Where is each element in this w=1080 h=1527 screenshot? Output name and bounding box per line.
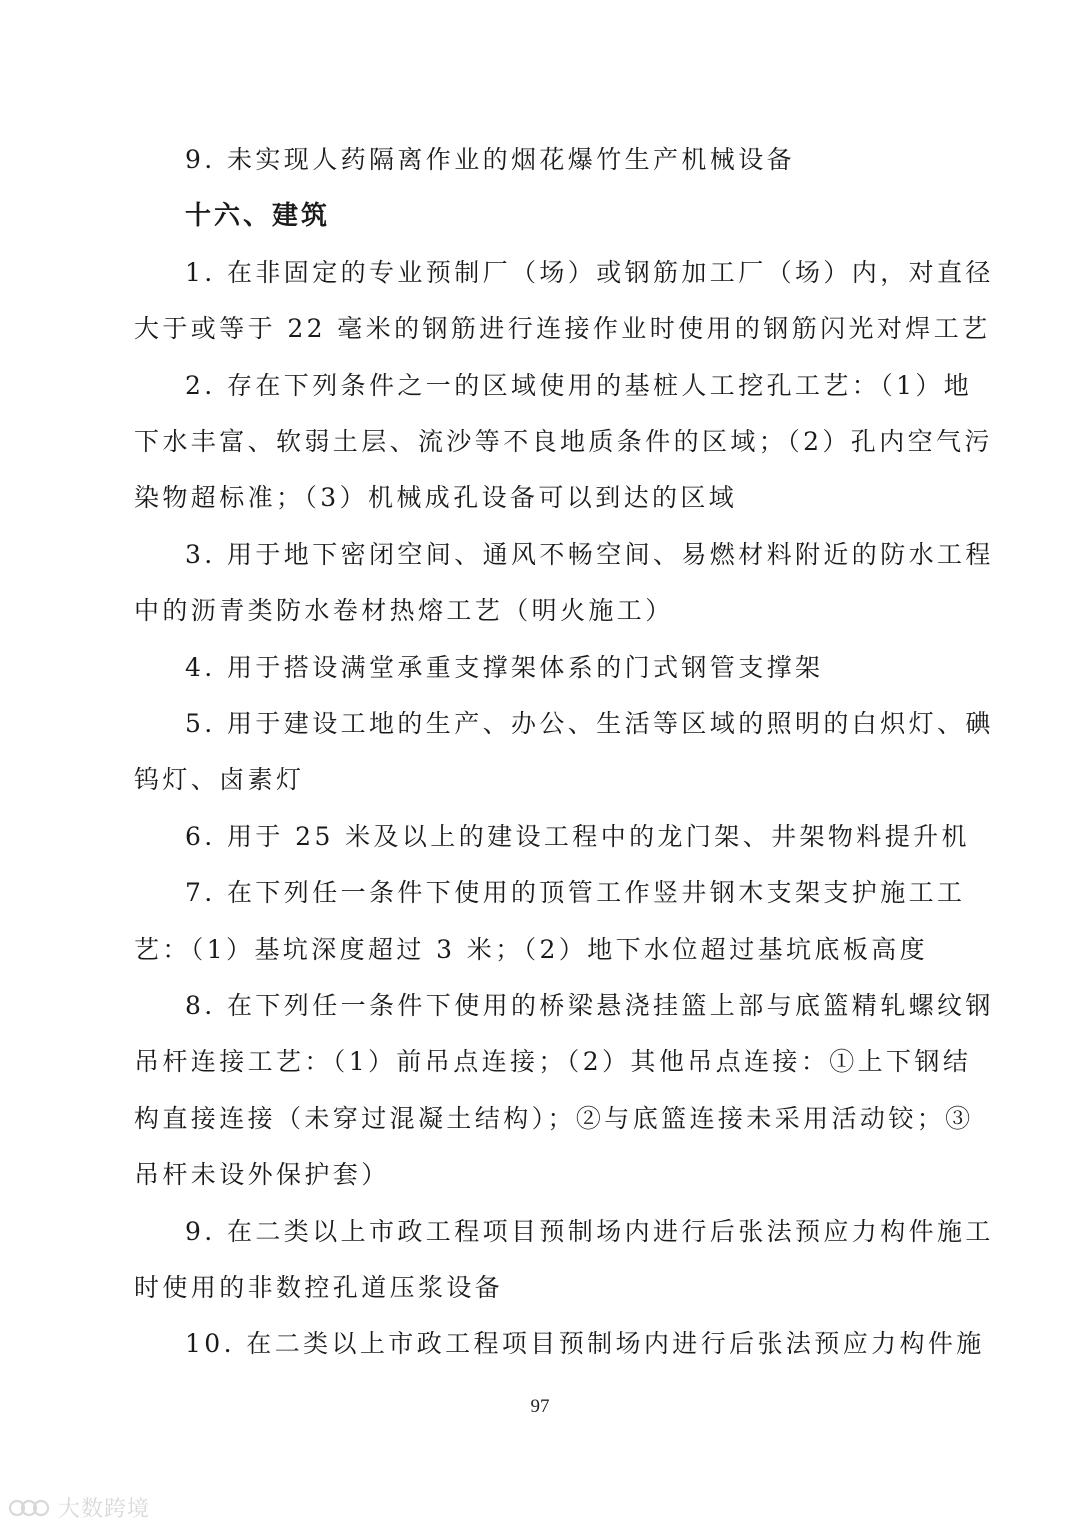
item-line: 8. 在下列任一条件下使用的桥梁悬浇挂篮上部与底篮精轧螺纹钢: [185, 991, 994, 1020]
item-line: 吊杆连接工艺：（1）前吊点连接；（2）其他吊点连接：①上下钢结: [134, 1047, 972, 1076]
item-line: 9. 未实现人药隔离作业的烟花爆竹生产机械设备: [185, 145, 796, 174]
page-number: 97: [530, 1396, 550, 1417]
item-line: 中的沥青类防水卷材热熔工艺（明火施工）: [134, 596, 674, 625]
watermark-text: 大数跨境: [58, 1497, 151, 1522]
item-line: 4. 用于搭设满堂承重支撑架体系的门式钢管支撑架: [185, 653, 824, 682]
section-heading: 十六、建筑: [185, 201, 331, 231]
item-line: 6. 用于 25 米及以上的建设工程中的龙门架、井架物料提升机: [185, 822, 970, 851]
item-line: 钨灯、卤素灯: [134, 765, 305, 794]
item-line: 下水丰富、软弱土层、流沙等不良地质条件的区域；（2）孔内空气污: [134, 427, 993, 456]
item-line: 10. 在二类以上市政工程项目预制场内进行后张法预应力构件施: [185, 1329, 985, 1358]
item-line: 染物超标准；（3）机械成孔设备可以到达的区域: [134, 483, 738, 512]
item-line: 5. 用于建设工地的生产、办公、生活等区域的照明的白炽灯、碘: [185, 709, 994, 738]
item-line: 艺：（1）基坑深度超过 3 米；（2）地下水位超过基坑底板高度: [134, 935, 929, 964]
item-line: 大于或等于 22 毫米的钢筋进行连接作业时使用的钢筋闪光对焊工艺: [134, 314, 991, 343]
item-line: 时使用的非数控孔道压浆设备: [134, 1273, 504, 1302]
item-line: 7. 在下列任一条件下使用的顶管工作竖井钢木支架支护施工工: [185, 878, 966, 907]
item-line: 3. 用于地下密闭空间、通风不畅空间、易燃材料附近的防水工程: [185, 540, 994, 569]
watermark-logo-icon: [8, 1495, 52, 1521]
watermark: [8, 1492, 150, 1523]
item-line: 9. 在二类以上市政工程项目预制场内进行后张法预应力构件施工: [185, 1217, 994, 1246]
item-line: 1. 在非固定的专业预制厂（场）或钢筋加工厂（场）内，对直径: [185, 258, 994, 287]
item-line: 吊杆未设外保护套）: [134, 1160, 390, 1189]
item-line: 构直接连接（未穿过混凝土结构）；②与底篮连接未采用活动铰；③: [134, 1104, 974, 1133]
item-line: 2. 存在下列条件之一的区域使用的基桩人工挖孔工艺：（1）地: [185, 371, 973, 400]
